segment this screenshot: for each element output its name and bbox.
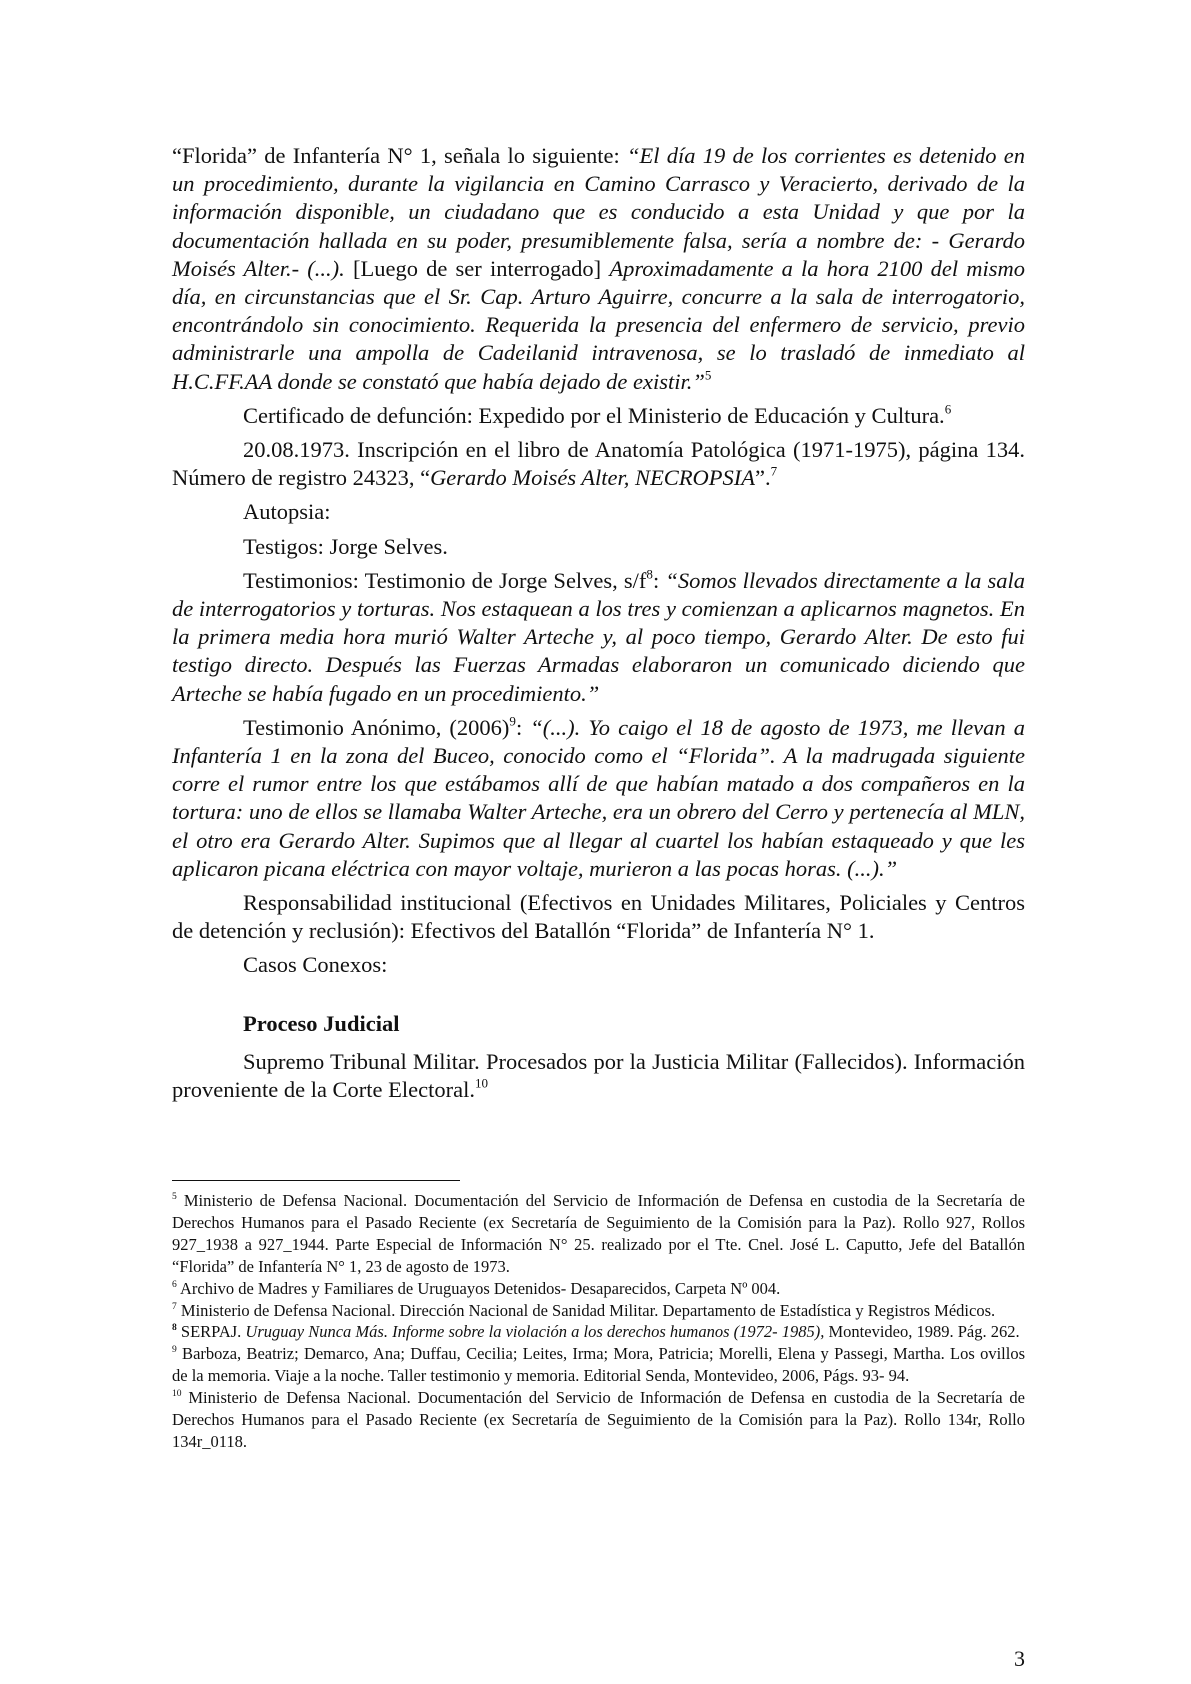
paragraph-text: ”.: [755, 465, 771, 491]
quote-text: Aproximadamente a la hora 2100 del mismo día, en circunstancias que el Sr. Cap. Arturo Aguirre, concurre a la sala de interrogatorio, encontrándolo sin conocimiento. Requerida la presencia del enfermero de servicio, previo administrarle una ampolla de Cadeilanid intravenosa, se lo trasladó de inmediato al H.C.FF.AA donde se constató que había dejado de existir.”: [172, 255, 1026, 394]
italic-text: Gerardo Moisés Alter, NECROPSIA: [430, 465, 756, 491]
paragraph-text: Supremo Tribunal Militar. Procesados por la Justicia Militar (Fallecidos). Información proveniente de la Corte Electoral.: [172, 1048, 1025, 1103]
paragraph-testimony-selves: [172, 567, 1025, 708]
paragraph-text: [Luego de ser interrogado]: [344, 255, 610, 281]
footnote-ref[interactable]: 6: [944, 401, 952, 417]
paragraph-autopsy: Autopsia:: [243, 499, 331, 525]
footnote-number: 5: [172, 1191, 177, 1203]
footnote-ref[interactable]: 5: [704, 367, 712, 383]
footnote-number: 6: [172, 1278, 177, 1290]
quote-text: “Somos llevados directamente a la sala de interrogatorios y torturas. Nos estaquean a los tres y comienzan a aplicarnos magnetos. En la primera media hora murió Walter Arteche y, al poco tiempo, Gerardo Alter. De esto fui testigo directo. Después las Fuerzas Armadas elaboraron un comunicado diciendo que Arteche se había fugado en un procedimiento.”: [172, 567, 1025, 706]
body-text: [172, 142, 1025, 1104]
footnote-7: [172, 1300, 1025, 1322]
paragraph-text: :: [652, 567, 666, 593]
footnote-title: Uruguay Nunca Más. Informe sobre la violación a los derechos humanos (1972- 1985),: [245, 1322, 825, 1342]
footnote-ref[interactable]: 8: [646, 566, 653, 582]
footnote-text: Montevideo, 1989. Pág. 262.: [824, 1322, 1020, 1342]
quote-text: “(...). Yo caigo el 18 de agosto de 1973, me llevan a Infantería 1 en la zona del Buceo, conocido como el “Florida”. A la madrugada siguiente corre el rumor entre los que estábamos allí de que habían matado a dos compañeros en la tortura: uno de ellos se llamaba Walter Arteche, era un obrero del Cerro y pertenecía al MLN, el otro era Gerardo Alter. Supimos que al llegar al cuartel los habían estaqueado y que les aplicaron picana eléctrica con mayor voltaje, murieron a las pocas horas. (...).”: [172, 714, 1025, 881]
section-heading: Proceso Judicial: [243, 1010, 400, 1036]
footnote-8: [172, 1321, 1025, 1343]
footnote-number: 9: [172, 1344, 177, 1356]
footnote-text: Archivo de Madres y Familiares de Uruguayos Detenidos- Desaparecidos, Carpeta Nº 004.: [176, 1278, 781, 1298]
footnote-number: 7: [172, 1300, 177, 1312]
paragraph-responsibility: Responsabilidad institucional (Efectivos en Unidades Militares, Policiales y Centros de detención y reclusión): Efectivos del Batallón “Florida” de Infantería N° 1.: [172, 890, 1025, 944]
paragraph-text: Testimonio Anónimo, (2006): [243, 714, 510, 740]
page-number: 3: [1014, 1646, 1025, 1671]
paragraph-text: :: [515, 714, 531, 740]
footnote-ref[interactable]: 9: [509, 713, 516, 729]
footnote-separator: [172, 1180, 460, 1181]
footnote-9: [172, 1343, 1025, 1387]
paragraph-tribunal: [172, 1048, 1025, 1104]
footnote-text: Ministerio de Defensa Nacional. Dirección Nacional de Sanidad Militar. Departamento de Estadística y Registros Médicos.: [176, 1300, 996, 1320]
quote-text: “El día 19 de los corrientes es detenido en un procedimiento, durante la vigilancia en Camino Carrasco y Veracierto, derivado de la información disponible, un ciudadano que es conducido a esta Unidad y que por la documentación hallada en su poder, presumiblemente falsa, sería a nombre de: - Gerardo Moisés Alter.- (...).: [172, 143, 1025, 281]
footnote-number: 10: [172, 1388, 182, 1400]
footnote-5: [172, 1190, 1025, 1278]
footnote-text: SERPAJ.: [176, 1322, 246, 1342]
paragraph-related-cases: Casos Conexos:: [243, 952, 388, 978]
paragraph-witnesses: Testigos: Jorge Selves.: [243, 533, 448, 559]
footnote-6: [172, 1278, 1025, 1300]
paragraph-report-quote: [172, 142, 1025, 396]
footnote-text: Ministerio de Defensa Nacional. Documentación del Servicio de Información de Defensa en custodia de la Secretaría de Derechos Humanos para el Pasado Reciente (ex Secretaría de Seguimiento de la Comisión para la Paz). Rollo 134r, Rollo 134r_0118.: [172, 1388, 1025, 1451]
paragraph-text: Testimonios: Testimonio de Jorge Selves, s/f: [243, 567, 647, 593]
footnote-text: Barboza, Beatriz; Demarco, Ana; Duffau, Cecilia; Leites, Irma; Mora, Patricia; Morelli, Elena y Passegi, Martha. Los ovillos de la memoria. Viaje a la noche. Taller testimonio y memoria. Editorial Senda, Montevideo, 2006, Págs. 93- 94.: [172, 1344, 1025, 1386]
paragraph-text: Certificado de defunción: Expedido por el Ministerio de Educación y Cultura.: [243, 402, 945, 428]
paragraph-text: “Florida” de Infantería N° 1, señala lo siguiente:: [172, 143, 628, 168]
footnote-ref[interactable]: 7: [770, 463, 778, 479]
footnote-10: [172, 1387, 1025, 1453]
paragraph-text: 20.08.1973. Inscripción en el libro de Anatomía Patológica (1971-1975), página 134. Número de registro 24323, “: [172, 437, 1025, 491]
paragraph-testimony-anonymous: [172, 714, 1025, 883]
paragraph-death-certificate: [172, 402, 1025, 430]
footnote-text: Ministerio de Defensa Nacional. Documentación del Servicio de Información de Defensa en custodia de la Secretaría de Derechos Humanos para el Pasado Reciente (ex Secretaría de Seguimiento de la Comisión para la Paz). Rollo 927, Rollos 927_1938 a 927_1944. Parte Especial de Información N° 25. realizado por el Tte. Cnel. José L. Caputto, Jefe del Batallón “Florida” de Infantería N° 1, 23 de agosto de 1973.: [172, 1191, 1025, 1276]
paragraph-registry: [172, 436, 1025, 492]
footnote-ref[interactable]: 10: [475, 1075, 489, 1091]
footnotes: [172, 1190, 1025, 1453]
footnote-number: 8: [172, 1322, 177, 1334]
